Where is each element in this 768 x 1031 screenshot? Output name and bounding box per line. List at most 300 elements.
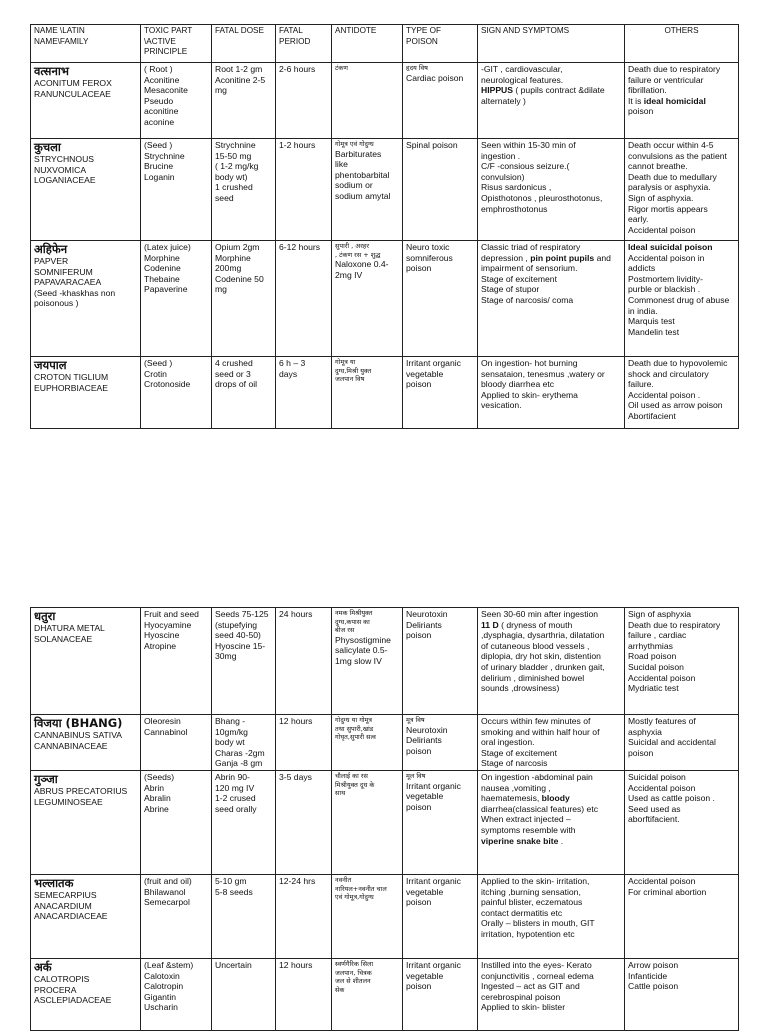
fatal-period-line: 2-6 hours [279, 64, 316, 74]
poison-type-line: poison [406, 630, 432, 641]
symptom-line: painful blister, eczematous [481, 897, 583, 908]
fatal-period-line: 24 hours [279, 609, 313, 619]
others-line: failure or ventricular [628, 74, 704, 85]
fatal-dose-line: Seeds 75-125 [215, 609, 269, 619]
fatal-period-line: 3-5 days [279, 772, 312, 782]
symptom-line: When extract injected – [481, 814, 571, 825]
fatal-dose-line: seed orally [215, 803, 257, 814]
others-line: Infanticide [628, 970, 668, 981]
latin-name-line: ACONITUM FEROX [34, 78, 112, 88]
fatal-dose-line: mg [215, 85, 227, 96]
others-line: Commonest drug of abuse [628, 294, 730, 305]
fatal-dose-cell [212, 771, 276, 875]
toxic-part-line: aconine [144, 116, 175, 127]
others-line: paralysis or asphyxia. [628, 182, 711, 193]
header-others [625, 25, 739, 63]
header-line: FATAL [279, 26, 303, 35]
latin-name-line: SEMECARPIUS [34, 890, 97, 900]
fatal-dose-line: Morphine [215, 252, 251, 263]
poison-type-hindi-line: मूल विष [406, 772, 426, 780]
header-signs-symptoms [478, 25, 625, 63]
others-line: Mandelin test [628, 326, 680, 337]
signs-symptoms-cell [478, 875, 625, 959]
fatal-period-cell [276, 241, 332, 357]
symptom-line: Applied to the skin- irritation, [481, 876, 590, 886]
poison-type-line: poison [406, 981, 432, 992]
table-row [31, 357, 739, 429]
others-line: Mydriatic test [628, 683, 679, 694]
fatal-period-line: days [279, 368, 298, 379]
poison-type-line: Irritant organic [406, 780, 461, 791]
symptom-line: Stage of excitement [481, 747, 557, 758]
antidote-hindi-line: नारियल+नवनीत चाल [335, 884, 387, 893]
others-line: Accidental poison [628, 224, 696, 235]
fatal-dose-cell [212, 608, 276, 715]
symptom-line: Stage of stupor [481, 284, 540, 295]
fatal-dose-line: 15-50 mg [215, 150, 252, 161]
toxic-part-line: Papaverine [144, 284, 188, 295]
fatal-period-cell [276, 139, 332, 241]
fatal-dose-line: 10gm/kg [215, 726, 248, 737]
others-line: Accidental poison in [628, 252, 705, 263]
signs-symptoms-cell [478, 959, 625, 1031]
others-cell [625, 875, 739, 959]
poison-type-line: poison [406, 801, 432, 812]
others-line: Suicidal and accidental [628, 737, 716, 748]
symptom-line: 11 D ( dryness of mouth [481, 619, 573, 630]
others-cell [625, 357, 739, 429]
poison-type-hindi-line: मूत्र विष [406, 716, 425, 724]
symptom-line: conjunctivitis , corneal edema [481, 970, 594, 981]
header-line: TYPE OF [406, 26, 442, 35]
fatal-dose-line: seed or 3 [215, 368, 251, 379]
antidote-hindi-line: स्वर्णगैरिक सिला [335, 960, 374, 968]
toxic-part-line: Abralin [144, 793, 171, 804]
toxic-part-line: Fruit and seed [144, 609, 199, 619]
type-of-poison-cell [403, 63, 478, 139]
poison-type-line: poison [406, 379, 432, 390]
latin-name-line: EUPHORBIACEAE [34, 382, 109, 393]
table-row [31, 715, 739, 771]
symptom-line: Ingested – act as GIT and [481, 981, 580, 992]
symptom-line: Seen within 15-30 min of [481, 140, 576, 150]
poison-type-line: somniferous [406, 252, 453, 263]
antidote-line: sodium or [335, 180, 373, 191]
others-line: asphyxia [628, 726, 662, 737]
antidote-cell [332, 771, 403, 875]
header-fatal-dose [212, 25, 276, 63]
table-row [31, 771, 739, 875]
symptom-line: impairment of sensorium. [481, 263, 578, 274]
fatal-dose-line: body wt) [215, 171, 248, 182]
fatal-dose-line: ( 1-2 mg/kg [215, 161, 259, 172]
antidote-hindi-line: बीज रस [335, 626, 355, 634]
hindi-name: वत्सनाभ [34, 64, 69, 78]
fatal-dose-cell [212, 63, 276, 139]
latin-name-line: ANACARDIUM [34, 900, 92, 911]
toxic-part-line: (Latex juice) [144, 242, 191, 252]
toxic-part-line: (fruit and oil) [144, 876, 192, 886]
others-line: Death due to respiratory [628, 619, 721, 630]
toxic-part-line: (Seed ) [144, 358, 173, 368]
symptom-line: diplopia, dry hot skin, distention [481, 651, 601, 662]
type-of-poison-cell [403, 357, 478, 429]
fatal-dose-line: Ganja -8 gm [215, 758, 263, 769]
others-cell [625, 63, 739, 139]
symptom-line: symptoms resemble with [481, 824, 576, 835]
toxic-part-line: Abrine [144, 803, 169, 814]
symptom-line: Applied to skin- erythema [481, 389, 578, 400]
symptom-line: HIPPUS ( pupils contract &dilate [481, 85, 605, 96]
type-of-poison-cell [403, 139, 478, 241]
hindi-name: गुञ्जा [34, 772, 58, 786]
others-line: failure. [628, 379, 654, 390]
others-line: cannot breathe. [628, 161, 688, 172]
antidote-cell [332, 715, 403, 771]
fatal-period-cell [276, 771, 332, 875]
toxic-part-line: Thebaine [144, 273, 180, 284]
toxic-part-line: Brucine [144, 161, 174, 172]
toxic-part-line: Pseudo [144, 95, 174, 106]
symptom-line: convulsion) [481, 171, 525, 182]
others-line: Death due to medullary [628, 171, 717, 182]
others-line: Postmortem lividity- [628, 273, 703, 284]
latin-name-line: PAPVER [34, 256, 69, 266]
antidote-line: 2mg IV [335, 269, 363, 280]
table-row [31, 875, 739, 959]
others-line: in india. [628, 305, 658, 316]
others-line: Road poison [628, 651, 677, 662]
signs-symptoms-cell [478, 357, 625, 429]
symptom-line: Classic triad of respiratory [481, 242, 581, 252]
table-row [31, 139, 739, 241]
toxic-part-line: Calotropin [144, 981, 184, 992]
name-cell [31, 608, 141, 715]
antidote-line: like [335, 159, 348, 170]
antidote-hindi-line: टंकण [335, 64, 348, 72]
others-cell [625, 959, 739, 1031]
others-line: poison [628, 747, 654, 758]
header-row [31, 25, 739, 63]
symptom-line: irritation, hypotention etc [481, 928, 575, 939]
toxic-part-cell [141, 715, 212, 771]
antidote-cell [332, 608, 403, 715]
fatal-period-line: 12 hours [279, 716, 313, 726]
table-row [31, 608, 739, 715]
signs-symptoms-cell [478, 139, 625, 241]
fatal-dose-line: 5-8 seeds [215, 886, 253, 897]
fatal-dose-cell [212, 241, 276, 357]
others-line: Accidental poison [628, 672, 696, 683]
poison-type-line: Deliriants [406, 619, 442, 630]
toxic-part-line: Semecarpol [144, 897, 190, 908]
poison-type-line: Spinal poison [406, 140, 458, 150]
others-line: Accidental poison [628, 782, 696, 793]
fatal-dose-line: Charas -2gm [215, 747, 265, 758]
fatal-dose-line: Abrin 90- [215, 772, 250, 782]
fatal-period-cell [276, 875, 332, 959]
toxic-part-cell [141, 959, 212, 1031]
toxic-part-line: Aconitine [144, 74, 180, 85]
antidote-line: 1mg slow IV [335, 655, 382, 666]
symptom-line: viperine snake bite . [481, 835, 564, 846]
latin-name-line: CANNABINACEAE [34, 740, 108, 751]
antidote-hindi-line: गोघृत,सुपारी सत्व [335, 733, 376, 741]
others-cell [625, 139, 739, 241]
hindi-name: धतुरा [34, 609, 56, 623]
fatal-dose-line: seed [215, 192, 234, 203]
antidote-hindi-line: तथा सुपारी,खांड [335, 724, 374, 733]
header-line: NAME\FAMILY [34, 36, 89, 46]
fatal-dose-line: 120 mg IV [215, 782, 255, 793]
antidote-hindi-line: गोदुग्ध या गोमूत्र [335, 716, 373, 724]
poison-type-hindi-line: हृदय विष [406, 64, 428, 72]
name-cell [31, 875, 141, 959]
fatal-dose-line: mg [215, 284, 227, 295]
symptom-line: diarrhea(classical features) etc [481, 803, 599, 814]
symptom-line: cerebrospinal poison [481, 991, 561, 1002]
type-of-poison-cell [403, 715, 478, 771]
symptom-line: bloody diarrhea etc [481, 379, 555, 390]
antidote-line: Naloxone 0.4- [335, 259, 389, 269]
header-fatal-period [276, 25, 332, 63]
symptom-line: delirium , diminished bowel [481, 672, 585, 683]
type-of-poison-cell [403, 241, 478, 357]
fatal-period-line: 12-24 hrs [279, 876, 316, 886]
fatal-period-cell [276, 357, 332, 429]
antidote-line: salicylate 0.5- [335, 645, 388, 656]
fatal-dose-line: Strychnine [215, 140, 256, 150]
toxic-part-line: Crotin [144, 368, 167, 379]
antidote-hindi-line: चौलाई का रस [335, 772, 368, 780]
antidote-cell [332, 875, 403, 959]
latin-name-line: SOLANACEAE [34, 633, 93, 644]
latin-name-line: ANACARDIACEAE [34, 911, 108, 922]
toxic-part-line: Gigantin [144, 991, 177, 1002]
antidote-hindi-line: दुग्ध,मिश्री युक्त [335, 366, 372, 375]
name-cell [31, 357, 141, 429]
fatal-period-line: 1-2 hours [279, 140, 316, 150]
latin-name-line: CROTON TIGLIUM [34, 372, 109, 382]
fatal-period-line: 12 hours [279, 960, 313, 970]
hindi-name: कुचला [34, 140, 61, 154]
hindi-name: विजया (BHANG) [34, 716, 123, 730]
others-line: Death due to respiratory [628, 64, 721, 74]
symptom-line: alternately ) [481, 95, 526, 106]
type-of-poison-cell [403, 959, 478, 1031]
antidote-hindi-line: दुग्ध,कपास का [335, 617, 370, 626]
symptom-line: C/F -consious seizure.( [481, 161, 570, 172]
fatal-dose-line: Codenine 50 [215, 273, 264, 284]
latin-name-line: PAPAVARACAEA [34, 277, 102, 288]
toxic-part-line: (Seeds) [144, 772, 175, 782]
fatal-period-cell [276, 63, 332, 139]
symptom-line: Stage of narcosis [481, 758, 548, 769]
others-line: Sucidal poison [628, 661, 684, 672]
others-line: fibrillation. [628, 85, 667, 96]
symptom-line: neurological features. [481, 74, 564, 85]
signs-symptoms-cell [478, 241, 625, 357]
latin-name-line: DHATURA METAL [34, 623, 105, 633]
hindi-name: जयपाल [34, 358, 67, 372]
name-cell [31, 771, 141, 875]
others-line: Ideal suicidal poison [628, 242, 713, 252]
symptom-line: sensataion, tenesmus ,watery or [481, 368, 605, 379]
latin-name-line: SOMNIFERUM [34, 266, 93, 277]
signs-symptoms-cell [478, 771, 625, 875]
symptom-line: Risus sardonicus , [481, 182, 552, 193]
symptom-line: Stage of narcosis/ coma [481, 294, 574, 305]
table-2-body [31, 608, 739, 1031]
latin-name-line: STRYCHNOUS [34, 154, 95, 164]
poison-type-line: Irritant organic [406, 960, 461, 970]
others-line: Death due to hypovolemic [628, 358, 728, 368]
table-row [31, 959, 739, 1031]
poison-type-line: Irritant organic [406, 358, 461, 368]
poison-type-line: Irritant organic [406, 876, 461, 886]
symptom-line: of urinary bladder , drunken gait, [481, 661, 605, 672]
name-cell [31, 959, 141, 1031]
antidote-hindi-line: , टंकण रस + शुद्ध [335, 250, 381, 259]
toxic-part-line: Abrin [144, 782, 165, 793]
toxic-part-cell [141, 875, 212, 959]
antidote-cell [332, 357, 403, 429]
toxic-part-line: Morphine [144, 252, 180, 263]
others-line: Arrow poison [628, 960, 679, 970]
symptom-line: oral ingestion. [481, 737, 535, 748]
name-cell [31, 241, 141, 357]
hindi-name: अर्क [34, 960, 52, 974]
signs-symptoms-cell [478, 715, 625, 771]
symptom-line: depression , pin point pupils and [481, 252, 611, 263]
symptom-line: Occurs within few minutes of [481, 716, 591, 726]
toxic-part-line: Atropine [144, 640, 177, 651]
symptom-line: Seen 30-60 min after ingestion [481, 609, 599, 619]
latin-name-line: LOGANIACEAE [34, 175, 96, 186]
others-line: Rigor mortis appears [628, 203, 708, 214]
toxic-part-cell [141, 357, 212, 429]
table-row [31, 241, 739, 357]
poison-type-line: vegetable [406, 368, 444, 379]
others-line: failure , cardiac [628, 630, 687, 641]
header-line: OTHERS [664, 26, 699, 35]
signs-symptoms-cell [478, 63, 625, 139]
fatal-period-cell [276, 959, 332, 1031]
symptom-line: haematemesis, bloody [481, 793, 570, 804]
table-1-body [31, 63, 739, 429]
fatal-dose-line: drops of oil [215, 379, 258, 390]
toxic-part-cell [141, 63, 212, 139]
others-line: convulsions as the patient [628, 150, 727, 161]
antidote-cell [332, 959, 403, 1031]
others-line: Accidental poison . [628, 389, 701, 400]
others-line: Abortifacient [628, 410, 676, 421]
others-cell [625, 241, 739, 357]
fatal-dose-line: Root 1-2 gm [215, 64, 263, 74]
symptom-line: Stage of excitement [481, 273, 557, 284]
fatal-dose-line: body wt [215, 737, 245, 748]
fatal-dose-cell [212, 139, 276, 241]
toxic-part-line: (Seed ) [144, 140, 173, 150]
others-line: shock and circulatory [628, 368, 709, 379]
others-line: Sign of asphyxia [628, 609, 692, 619]
toxic-part-cell [141, 608, 212, 715]
symptom-line: ingestion . [481, 150, 521, 161]
antidote-hindi-line: जलपान विष [335, 375, 365, 383]
header-line: TOXIC PART [144, 26, 193, 35]
header-line: SIGN AND SYMPTOMS [481, 26, 570, 35]
others-cell [625, 715, 739, 771]
fatal-dose-line: 30mg [215, 651, 237, 662]
others-line: Accidental poison [628, 876, 696, 886]
antidote-hindi-line: सुपारी , अरहर [335, 242, 370, 250]
fatal-dose-line: 200mg [215, 263, 242, 274]
poison-type-line: poison [406, 897, 432, 908]
latin-name-line: poisonous ) [34, 298, 79, 309]
fatal-dose-line: Uncertain [215, 960, 252, 970]
fatal-period-cell [276, 608, 332, 715]
fatal-dose-line: seed 40-50) [215, 630, 261, 641]
others-line: Oil used as arrow poison [628, 400, 723, 411]
latin-name-line: (Seed -khaskhas non [34, 287, 116, 298]
poison-type-line: vegetable [406, 886, 444, 897]
others-line: Mostly features of [628, 716, 696, 726]
antidote-cell [332, 63, 403, 139]
antidote-hindi-line: साथ [335, 789, 346, 797]
name-cell [31, 63, 141, 139]
fatal-dose-cell [212, 715, 276, 771]
symptom-line: vesication. [481, 400, 522, 411]
type-of-poison-cell [403, 875, 478, 959]
poison-type-line: Deliriants [406, 735, 442, 746]
name-cell [31, 715, 141, 771]
poison-type-line: poison [406, 263, 432, 274]
header-name [31, 25, 141, 63]
poison-type-line: Neuro toxic [406, 242, 450, 252]
type-of-poison-cell [403, 608, 478, 715]
symptom-line: On ingestion -abdominal pain [481, 772, 593, 782]
symptom-line: smoking and within half hour of [481, 726, 600, 737]
poison-table-1 [30, 24, 739, 429]
header-antidote [332, 25, 403, 63]
header-line: NAME \LATIN [34, 26, 85, 35]
symptom-line: On ingestion- hot burning [481, 358, 578, 368]
fatal-dose-line: 1 crushed [215, 182, 253, 193]
toxic-part-line: Uscharin [144, 1002, 178, 1013]
toxic-part-line: Crotonoside [144, 379, 191, 390]
header-type-of-poison [403, 25, 478, 63]
antidote-cell [332, 139, 403, 241]
antidote-line: Physostigmine [335, 634, 391, 645]
toxic-part-line: Bhilawanol [144, 886, 186, 897]
latin-name-line: ASCLEPIADACEAE [34, 995, 112, 1006]
fatal-dose-line: 5-10 gm [215, 876, 247, 886]
hindi-name: भल्लातक [34, 876, 74, 890]
hindi-name: अहिफेन [34, 242, 68, 256]
fatal-dose-line: (stupefying [215, 619, 258, 630]
others-line: addicts [628, 263, 656, 274]
poison-type-line: Cardiac poison [406, 72, 464, 83]
toxic-part-line: ( Root ) [144, 64, 173, 74]
poison-type-line: vegetable [406, 791, 444, 802]
symptom-line: Instilled into the eyes- Kerato [481, 960, 592, 970]
others-line: early. [628, 214, 649, 225]
antidote-hindi-line: नवनीत [335, 876, 352, 884]
latin-name-line: NUXVOMICA [34, 164, 87, 175]
antidote-line: phentobarbital [335, 169, 390, 180]
latin-name-line: CALOTROPIS [34, 974, 90, 984]
antidote-line: Barbiturates [335, 148, 382, 159]
